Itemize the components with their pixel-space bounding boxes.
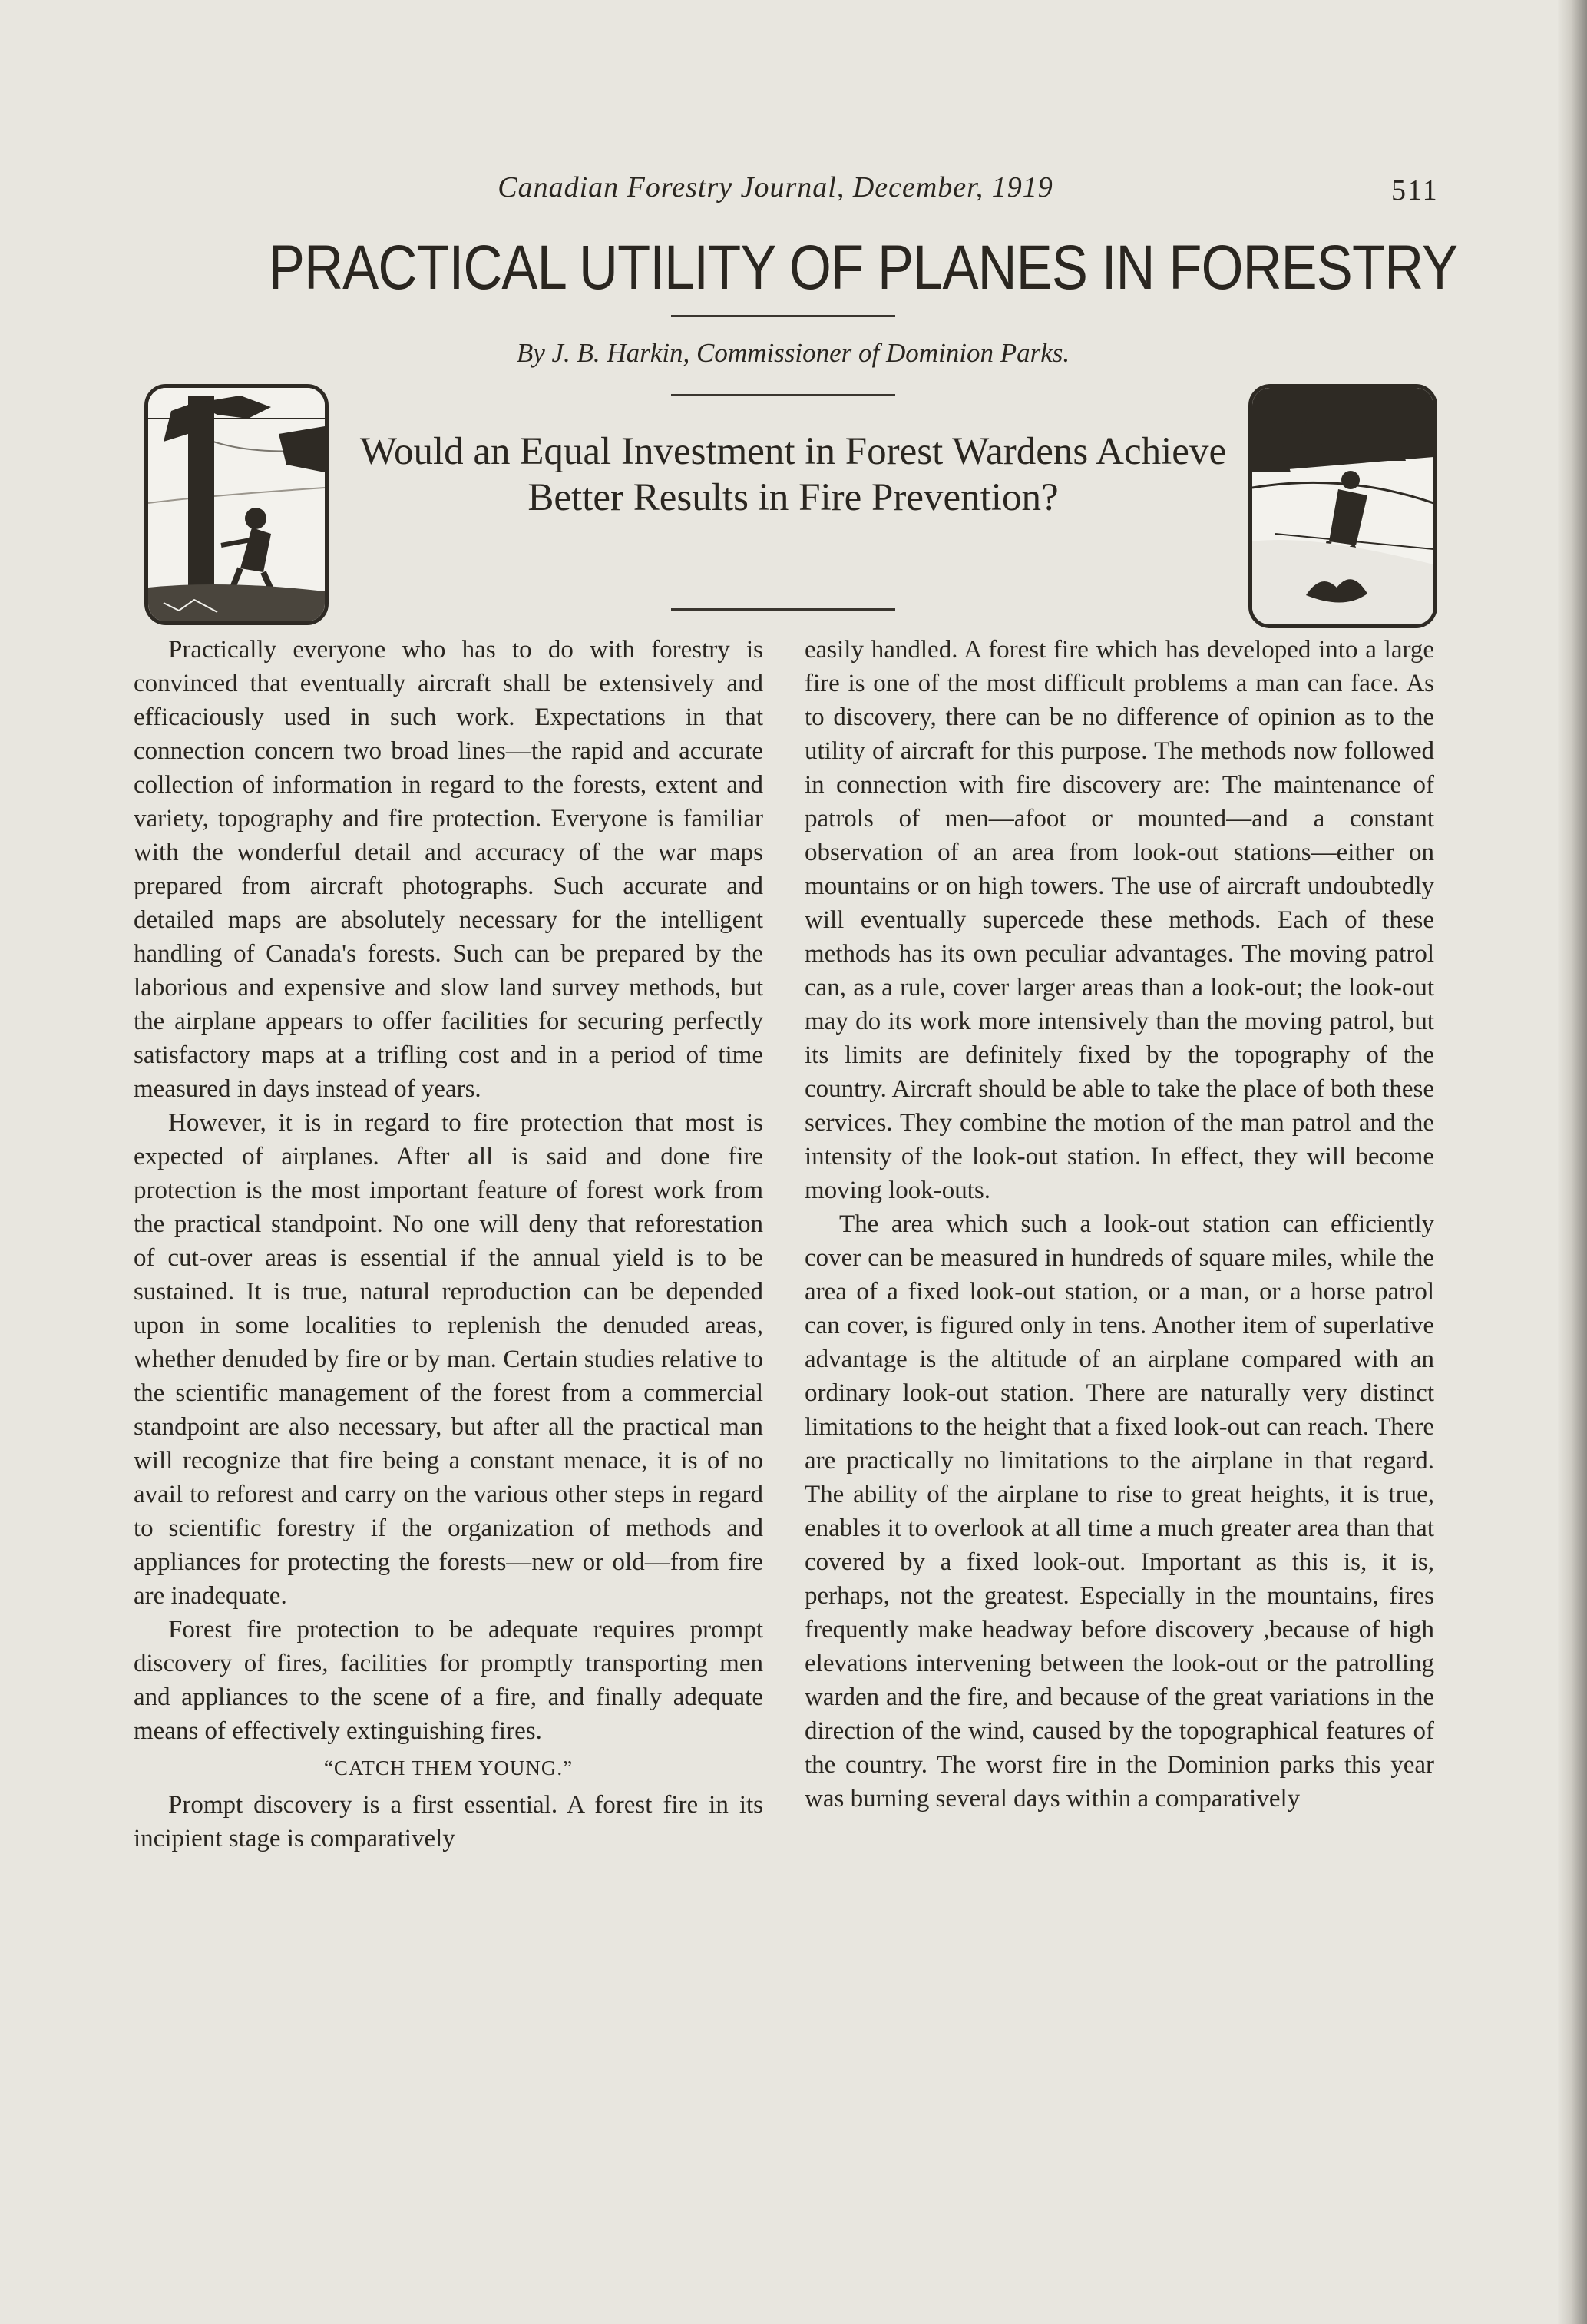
article-subtitle: Would an Equal Investment in Forest Wardens Achieve Better Results in Fire Prevention? [359,430,1227,519]
paragraph: Practically everyone who has to do with forestry is convinced that eventually aircraft shall be extensively and efficaciously used in such work. Expectations in that connection concern two broad lines—the rapid and accurate collection of information in regard to the forests, extent and variety, topography and fire protection. Everyone is familiar with the wonderful detail and accuracy of the war maps prepared from aircraft photographs. Such accurate and detailed maps are absolutely necessary for the intelligent handling of Canada's forests. Such can be prepared by the laborious and expensive and slow land survey methods, but the airplane appears to offer facilities for securing perfectly satisfactory maps at a trifling cost and in a period of time measured in days instead of years. [134,636,763,1103]
paragraph: However, it is in regard to fire protection that most is expected of airplanes. After all is said and done fire protection is the most important feature of forest work from the practical standpoint. No one will deny that reforestation of cut-over areas is essential if the annual yield is to be sustained. It is true, natural reproduction can be depended upon in some localities to replenish the denuded areas, whether denuded by fire or by man. Certain studies relative to the scientific management of the forest from a commercial standpoint are also necessary, but after all the practical man will recognize that fire being a constant menace, it is of no avail to reforest and carry on the various other steps in regard to scientific forestry if the organization of methods and appliances for protecting the forests—new or old—from fire are inadequate. [134,1109,763,1610]
running-head: Canadian Forestry Journal, December, 1919 [498,171,1053,204]
paragraph: Prompt discovery is a first essential. A forest fire in its incipient stage is comparatively [134,1791,763,1852]
article-title: PRACTICAL UTILITY OF PLANES IN FORESTRY [268,233,1458,303]
right-column [805,633,1434,1816]
paragraph: The area which such a look-out station can efficiently cover can be measured in hundreds of square miles, while the area of a fixed look-out station, or a man, or a horse patrol can cover, is figured only in tens. Another item of superlative advantage is the altitude of an airplane compared with an ordinary look-out station. There are naturally very distinct limitations to the height that a fixed look-out can reach. There are practically no limitations to the airplane in that regard. The ability of the airplane to rise to great heights, it is true, enables it to overlook at all time a much greater area than that covered by a fixed look-out. Important as this is, it is, perhaps, not the greatest. Especially in the mountains, fires frequently make headway before discovery ,because of high elevations intervening between the look-out or the patrolling warden and the fire, and because of the great variations in the direction of the wind, caused by the topographical features of the country. The worst fire in the Dominion parks this year was burning several days within a comparatively [805,1210,1434,1813]
hiker-illustration [1248,384,1437,628]
article-byline: By J. B. Harkin, Commissioner of Dominion Parks. [516,338,1070,368]
woodsman-chopping-icon [148,388,325,621]
title-rule [671,315,895,317]
page-number: 511 [1391,174,1439,207]
paragraph: easily handled. A forest fire which has developed into a large fire is one of the most difficult problems a man can face. As to discovery, there can be no difference of opinion as to the utility of aircraft for this purpose. The methods now followed in connection with fire discovery are: The maintenance of patrols of men—afoot or mounted—and a constant observation of an area from look-out stations—either on mountains or on high towers. The use of aircraft undoubtedly will eventually supercede these methods. Each of these methods has its own peculiar advantages. The moving patrol can, as a rule, cover larger areas than a look-out; the look-out may do its work more intensively than the moving patrol, but its limits are definitely fixed by the topography of the country. Aircraft should be able to take the place of both these services. They combine the motion of the man patrol and the intensity of the look-out station. In effect, they will become moving look-outs. [805,636,1434,1204]
hiker-in-forest-icon [1252,388,1433,624]
section-heading: “CATCH THEM YOUNG.” [323,1756,574,1779]
byline-rule [671,394,895,396]
paragraph: Forest fire protection to be adequate requires prompt discovery of fires, facilities for promptly transporting men and appliances to the scene of a fire, and finally adequate means of effectively extinguishing fires. [134,1616,763,1745]
left-column [134,633,763,1856]
woodsman-illustration [144,384,329,625]
subtitle-rule [671,608,895,611]
book-spine-shadow [1558,0,1587,2324]
